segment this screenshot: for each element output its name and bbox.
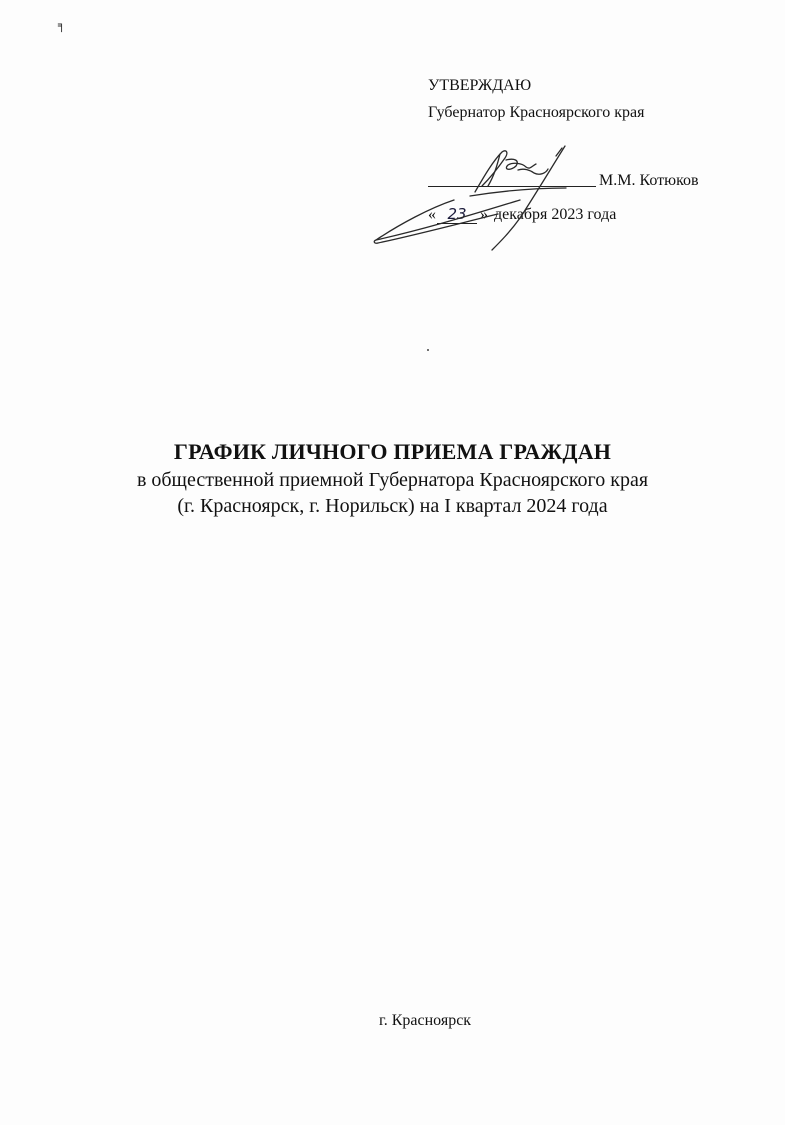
title-block (0, 438, 785, 519)
date-open-quote: « (428, 206, 436, 223)
document-subtitle-line-2: (г. Красноярск, г. Норильск) на I квартал 2024 года (177, 494, 608, 517)
document-title: ГРАФИК ЛИЧНОГО ПРИЕМА ГРАЖДАН (173, 439, 612, 464)
scan-dot (427, 349, 429, 351)
date-month-year: декабря 2023 года (494, 206, 617, 223)
city-footer: г. Красноярск (378, 1012, 472, 1029)
scan-mark: ╕ (58, 18, 66, 32)
date-day-handwritten: 23 (437, 205, 477, 224)
date-close-quote: » (480, 206, 488, 223)
approval-heading: УТВЕРЖДАЮ (428, 77, 532, 94)
handwritten-signature (370, 140, 570, 255)
approver-position: Губернатор Красноярского края (428, 104, 645, 121)
signer-name: М.М. Котюков (599, 172, 699, 189)
document-subtitle-line-1: в общественной приемной Губернатора Красноярского края (136, 468, 649, 491)
